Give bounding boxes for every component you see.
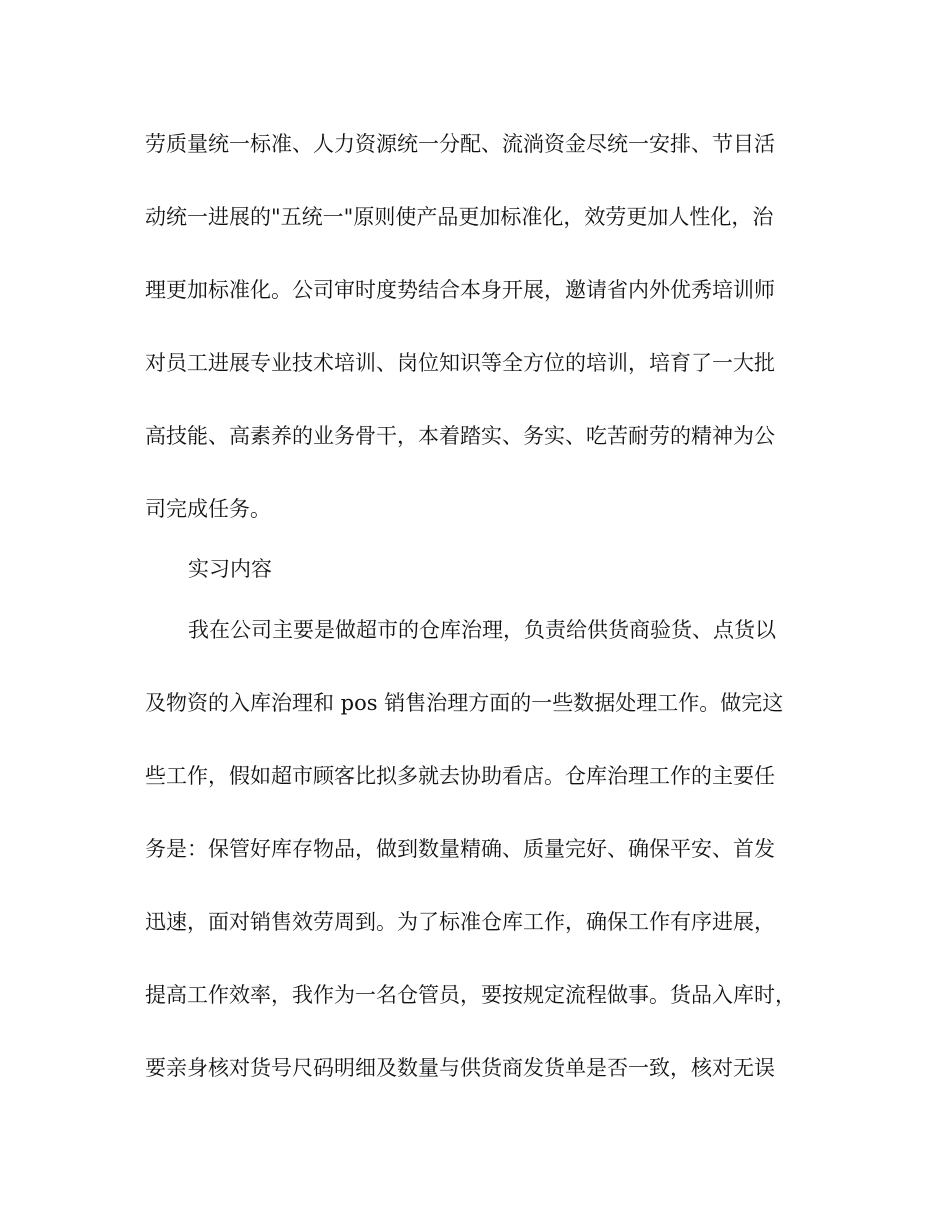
paragraph-line: 些工作，假如超市顾客比拟多就去协助看店。仓库治理工作的主要任 [145, 764, 775, 788]
paragraph-line: 要亲身核对货号尺码明细及数量与供货商发货单是否一致，核对无误 [145, 1056, 775, 1080]
paragraph-line: 动统一进展的"五统一"原则使产品更加标准化，效劳更加人性化，治 [145, 205, 774, 229]
paragraph-line: 我在公司主要是做超市的仓库治理，负责给供货商验货、点货以 [188, 618, 776, 642]
paragraph-line: 务是：保管好库存物品，做到数量精确、质量完好、确保平安、首发 [145, 837, 775, 861]
paragraph-line: 高技能、高素养的业务骨干，本着踏实、务实、吃苦耐劳的精神为公 [145, 424, 775, 448]
paragraph-line: 对员工进展专业技术培训、岗位知识等全方位的培训，培育了一大批 [145, 351, 775, 375]
paragraph-line: 司完成任务。 [145, 497, 271, 521]
paragraph-line: 提高工作效率，我作为一名仓管员，要按规定流程做事。货品入库时， [145, 983, 796, 1007]
paragraph-line: 迅速，面对销售效劳周到。为了标准仓库工作，确保工作有序进展， [145, 910, 775, 934]
paragraph-line: 理更加标准化。公司审时度势结合本身开展，邀请省内外优秀培训师 [145, 278, 775, 302]
paragraph-line: 劳质量统一标准、人力资源统一分配、流淌资金尽统一安排、节目活 [145, 132, 775, 156]
section-heading: 实习内容 [188, 557, 272, 581]
paragraph-line: 及物资的入库治理和 pos 销售治理方面的一些数据处理工作。做完这 [145, 691, 784, 715]
